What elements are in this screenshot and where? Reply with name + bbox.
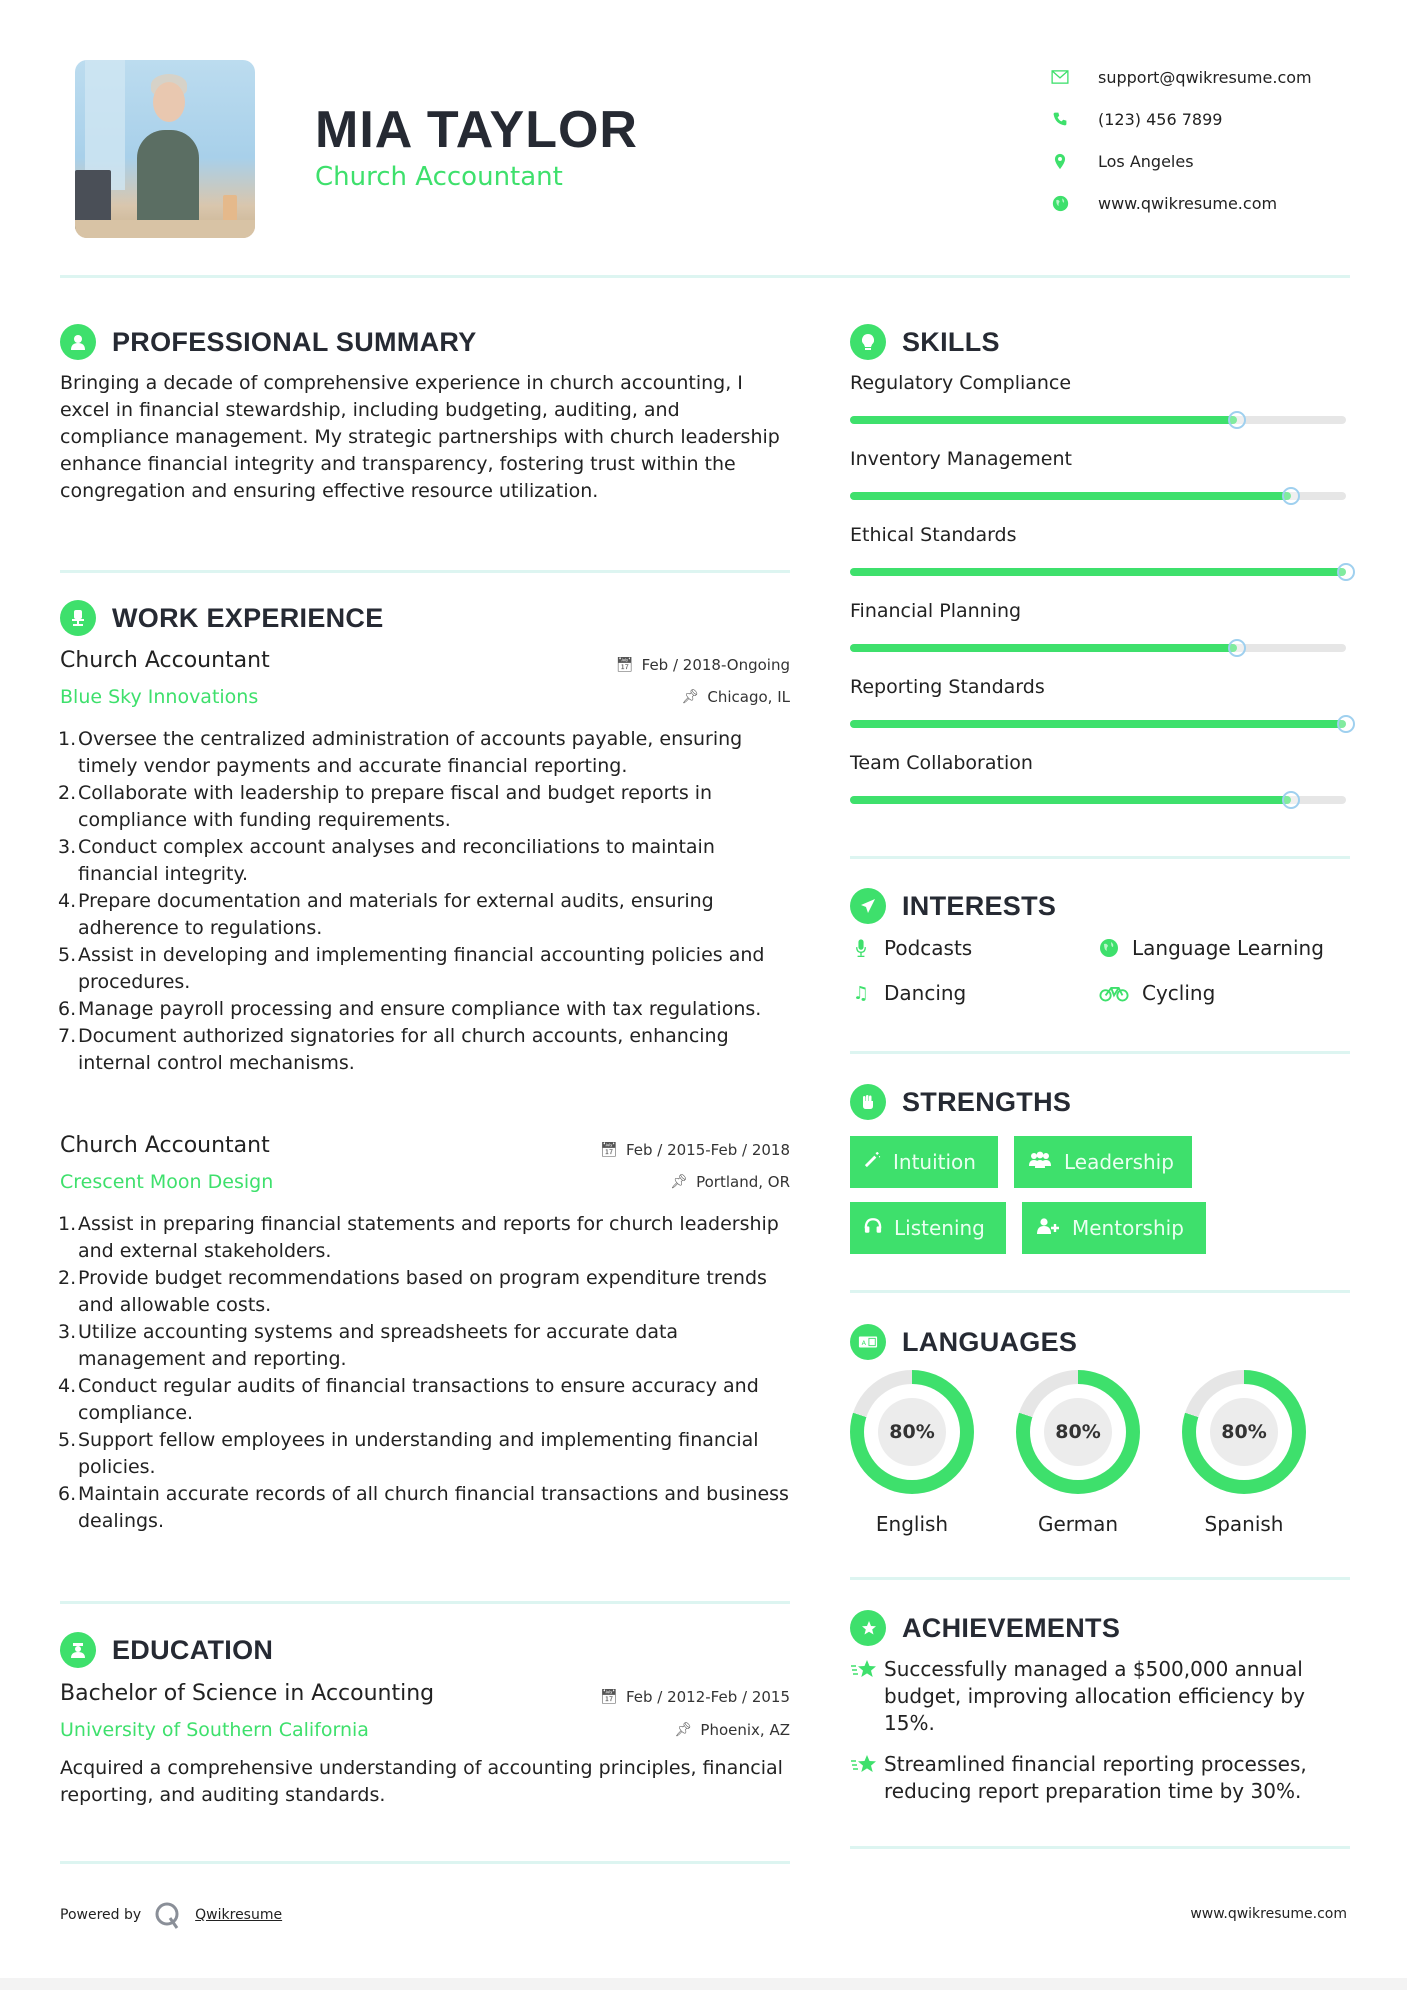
music-note-icon: ♫ [852, 982, 870, 1004]
lightbulb-icon [850, 324, 886, 360]
graduate-icon [60, 1632, 96, 1668]
skill-item: Inventory Management [850, 448, 1350, 470]
list-item: Provide budget recommendations based on program expenditure trends and allowable costs. [78, 1267, 767, 1316]
interests-divider [850, 1051, 1350, 1054]
list-item: Assist in preparing financial statements and reports for church leadership and external stakeholders. [78, 1213, 779, 1262]
job-company: Blue Sky Innovations [60, 686, 259, 708]
users-icon [1028, 1151, 1052, 1174]
contact-location: Los Angeles [1050, 140, 1312, 182]
calendar-icon: 📅︎ [600, 1689, 618, 1705]
candidate-name: MIA TAYLOR [315, 101, 638, 159]
qwikresume-logo-icon [153, 1900, 183, 1930]
header-divider [60, 275, 1350, 278]
contact-email[interactable]: support@qwikresume.com [1050, 56, 1312, 98]
skill-slider-handle [1282, 487, 1300, 505]
contact-list [1050, 56, 1312, 224]
skill-bar [850, 492, 1346, 500]
job-location: 📌︎ Chicago, IL [681, 688, 790, 706]
skill-slider-handle [1282, 791, 1300, 809]
language-progress-ring: 80% [1182, 1370, 1306, 1494]
globe-icon [1098, 938, 1120, 958]
magic-wand-icon [864, 1151, 881, 1173]
phone-icon [1050, 109, 1070, 129]
qwikresume-link[interactable]: Qwikresume [195, 1907, 283, 1923]
job-location: 📌︎ Portland, OR [670, 1173, 790, 1191]
shooting-star-icon [850, 1656, 884, 1737]
job-company: Crescent Moon Design [60, 1171, 274, 1193]
pushpin-icon: 📌︎ [681, 689, 700, 705]
skills-heading: SKILLS [850, 324, 1000, 360]
language-icon [850, 1324, 886, 1360]
list-item: Assist in developing and implementing financial accounting policies and procedures. [78, 944, 765, 993]
summary-divider [60, 570, 790, 573]
skill-bar [850, 568, 1346, 576]
education-dates: 📅︎ Feb / 2012-Feb / 2015 [600, 1688, 790, 1706]
list-item: Collaborate with leadership to prepare fiscal and budget reports in compliance with funding requirements. [78, 782, 713, 831]
school-name: University of Southern California [60, 1719, 369, 1741]
skill-slider-handle [1228, 411, 1246, 429]
page-bottom-band [0, 1978, 1407, 1990]
skill-item: Reporting Standards [850, 676, 1350, 698]
education-location: 📌︎ Phoenix, AZ [674, 1721, 790, 1739]
job-dates: 📅︎ Feb / 2015-Feb / 2018 [600, 1141, 790, 1159]
summary-heading: PROFESSIONAL SUMMARY [60, 324, 477, 360]
language-item: 80% English [850, 1370, 974, 1536]
skills-divider [850, 856, 1350, 859]
languages-divider [850, 1577, 1350, 1580]
interest-item: Language Learning [1098, 936, 1324, 960]
calendar-icon: 📅︎ [615, 657, 634, 673]
strengths-heading: STRENGTHS [850, 1084, 1071, 1120]
achievements-divider [850, 1846, 1350, 1849]
list-item: Manage payroll processing and ensure compliance with tax regulations. [78, 998, 762, 1020]
paper-plane-icon [850, 888, 886, 924]
bicycle-icon [1098, 985, 1130, 1002]
interest-item: Podcasts [850, 936, 972, 960]
fist-icon [850, 1084, 886, 1120]
summary-text: Bringing a decade of comprehensive experience in church accounting, I excel in financial stewardship, including budgeting, auditing, and compliance management. My strategic partnerships with church leadership enhance financial integrity and transparency, fostering trust within the congregation and ensuring effective resource utilization. [60, 372, 780, 502]
profile-photo [75, 60, 255, 238]
experience-divider [60, 1601, 790, 1604]
footer-website-link[interactable]: www.qwikresume.com [1190, 1906, 1347, 1922]
language-progress-ring: 80% [850, 1370, 974, 1494]
education-divider [60, 1861, 790, 1864]
candidate-title: Church Accountant [315, 162, 563, 192]
languages-heading: A LANGUAGES [850, 1324, 1077, 1360]
strength-chip: Mentorship [1022, 1202, 1206, 1254]
microphone-icon [850, 938, 872, 958]
job-title: Church Accountant [60, 648, 270, 673]
svg-text:A: A [861, 1340, 866, 1348]
strengths-divider [850, 1290, 1350, 1293]
list-item: Utilize accounting systems and spreadsheets for accurate data management and reporting. [78, 1321, 679, 1370]
job-title: Church Accountant [60, 1133, 270, 1158]
experience-heading: WORK EXPERIENCE [60, 600, 384, 636]
map-marker-icon [1050, 151, 1070, 171]
interest-item: Cycling [1098, 981, 1215, 1005]
strength-chip: Listening [850, 1202, 1006, 1254]
skill-item: Regulatory Compliance [850, 372, 1350, 394]
interest-item: ♫ Dancing [850, 981, 966, 1005]
skill-item: Team Collaboration [850, 752, 1350, 774]
envelope-icon [1050, 67, 1070, 87]
skill-slider-handle [1337, 563, 1355, 581]
achievement-item: Streamlined financial reporting processes, reducing report preparation time by 30%. [850, 1751, 1350, 1805]
education-description: Acquired a comprehensive understanding of accounting principles, financial reporting, and auditing standards. [60, 1757, 783, 1806]
skill-bar [850, 416, 1346, 424]
language-item: 80% German [1016, 1370, 1140, 1536]
pushpin-icon: 📌︎ [670, 1174, 689, 1190]
skill-item: Financial Planning [850, 600, 1350, 622]
shooting-star-icon [850, 1751, 884, 1805]
education-heading: EDUCATION [60, 1632, 273, 1668]
list-item: Oversee the centralized administration of accounts payable, ensuring timely vendor payments and accurate financial reporting. [78, 728, 743, 777]
achievement-item: Successfully managed a $500,000 annual budget, improving allocation efficiency by 15%. [850, 1656, 1350, 1737]
globe-icon [1050, 193, 1070, 213]
star-badge-icon [850, 1610, 886, 1646]
headphones-icon [864, 1217, 882, 1239]
skill-slider-handle [1228, 639, 1246, 657]
job-duties [60, 726, 800, 1077]
achievements-heading: ACHIEVEMENTS [850, 1610, 1120, 1646]
language-progress-ring: 80% [1016, 1370, 1140, 1494]
office-chair-icon [60, 600, 96, 636]
contact-phone[interactable]: (123) 456 7899 [1050, 98, 1312, 140]
job-duties [60, 1211, 800, 1535]
user-icon [60, 324, 96, 360]
strength-chip: Intuition [850, 1136, 998, 1188]
list-item: Conduct regular audits of financial transactions to ensure accuracy and compliance. [78, 1375, 759, 1424]
degree-title: Bachelor of Science in Accounting [60, 1681, 435, 1706]
list-item: Prepare documentation and materials for external audits, ensuring adherence to regulations. [78, 890, 714, 939]
list-item: Maintain accurate records of all church financial transactions and business dealings. [78, 1483, 789, 1532]
skill-bar [850, 796, 1346, 804]
interests-heading: INTERESTS [850, 888, 1056, 924]
calendar-icon: 📅︎ [600, 1142, 618, 1158]
pushpin-icon: 📌︎ [674, 1722, 693, 1738]
skill-bar [850, 644, 1346, 652]
footer-powered-by: Powered by Qwikresume [60, 1900, 282, 1930]
contact-website[interactable]: www.qwikresume.com [1050, 182, 1312, 224]
list-item: Conduct complex account analyses and reconciliations to maintain financial integrity. [78, 836, 715, 885]
user-plus-icon [1036, 1217, 1060, 1240]
strength-chip: Leadership [1014, 1136, 1192, 1188]
language-item: 80% Spanish [1182, 1370, 1306, 1536]
skill-slider-handle [1337, 715, 1355, 733]
list-item: Document authorized signatories for all church accounts, enhancing internal control mechanisms. [78, 1025, 729, 1074]
list-item: Support fellow employees in understanding and implementing financial policies. [78, 1429, 759, 1478]
job-dates: 📅︎ Feb / 2018-Ongoing [615, 656, 790, 674]
skill-bar [850, 720, 1346, 728]
skill-item: Ethical Standards [850, 524, 1350, 546]
